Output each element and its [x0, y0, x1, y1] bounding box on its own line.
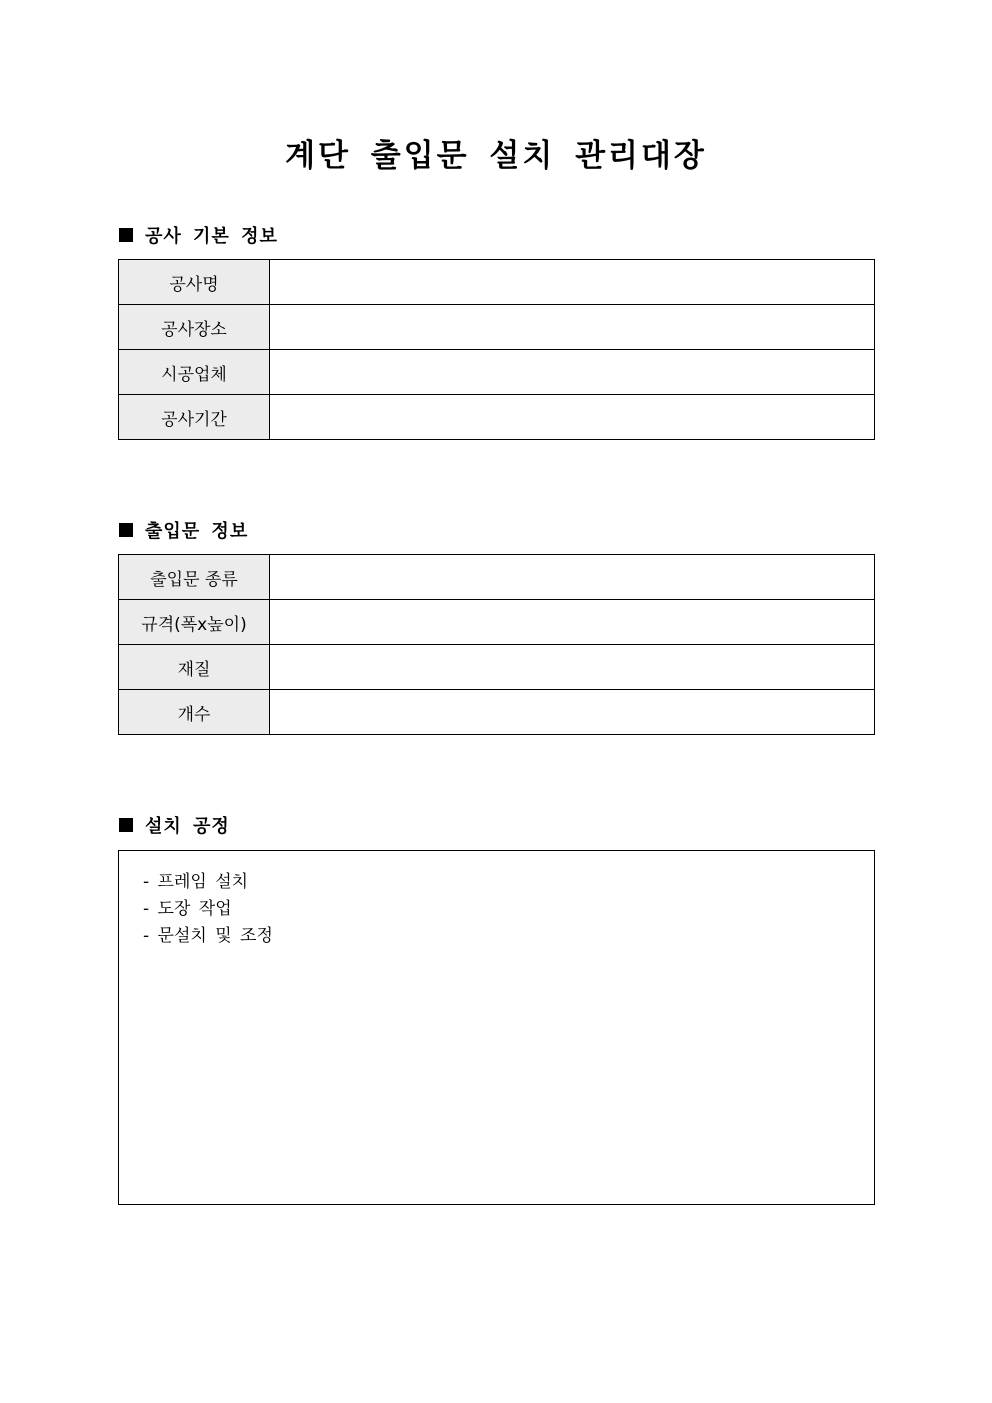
table-row: [119, 395, 875, 440]
row-label: 시공업체: [119, 350, 270, 395]
row-value-field[interactable]: [270, 350, 875, 395]
row-label: 규격(폭x높이): [119, 600, 270, 645]
process-text-area[interactable]: [118, 850, 875, 1205]
table-row: [119, 645, 875, 690]
section-heading-basic-info: [119, 222, 278, 248]
table-row: [119, 305, 875, 350]
table-row: [119, 555, 875, 600]
black-square-icon: [119, 523, 133, 537]
row-label: 공사명: [119, 260, 270, 305]
section-heading-label: 설치 공정: [145, 816, 230, 837]
table-row: [119, 600, 875, 645]
row-value-field[interactable]: [270, 555, 875, 600]
list-item: - 도장 작업: [143, 899, 232, 919]
row-value-field[interactable]: [270, 395, 875, 440]
section-heading-door-info: [119, 517, 248, 543]
row-value-field[interactable]: [270, 690, 875, 735]
row-value-field[interactable]: [270, 260, 875, 305]
row-label: 개수: [119, 690, 270, 735]
row-label: 재질: [119, 645, 270, 690]
page-title: 계단 출입문 설치 관리대장: [285, 138, 707, 174]
list-item: - 프레임 설치: [143, 872, 249, 892]
list-item: - 문설치 및 조정: [143, 926, 273, 946]
row-value-field[interactable]: [270, 305, 875, 350]
row-value-field[interactable]: [270, 600, 875, 645]
row-label: 공사기간: [119, 395, 270, 440]
black-square-icon: [119, 818, 133, 832]
table-row: [119, 690, 875, 735]
black-square-icon: [119, 228, 133, 242]
section-heading-label: 공사 기본 정보: [145, 226, 278, 247]
row-value-field[interactable]: [270, 645, 875, 690]
row-label: 출입문 종류: [119, 555, 270, 600]
row-label: 공사장소: [119, 305, 270, 350]
basic-info-table: [118, 259, 875, 440]
section-heading-process: [119, 812, 230, 838]
table-row: [119, 350, 875, 395]
table-row: [119, 260, 875, 305]
door-info-table: [118, 554, 875, 735]
section-heading-label: 출입문 정보: [145, 521, 249, 542]
